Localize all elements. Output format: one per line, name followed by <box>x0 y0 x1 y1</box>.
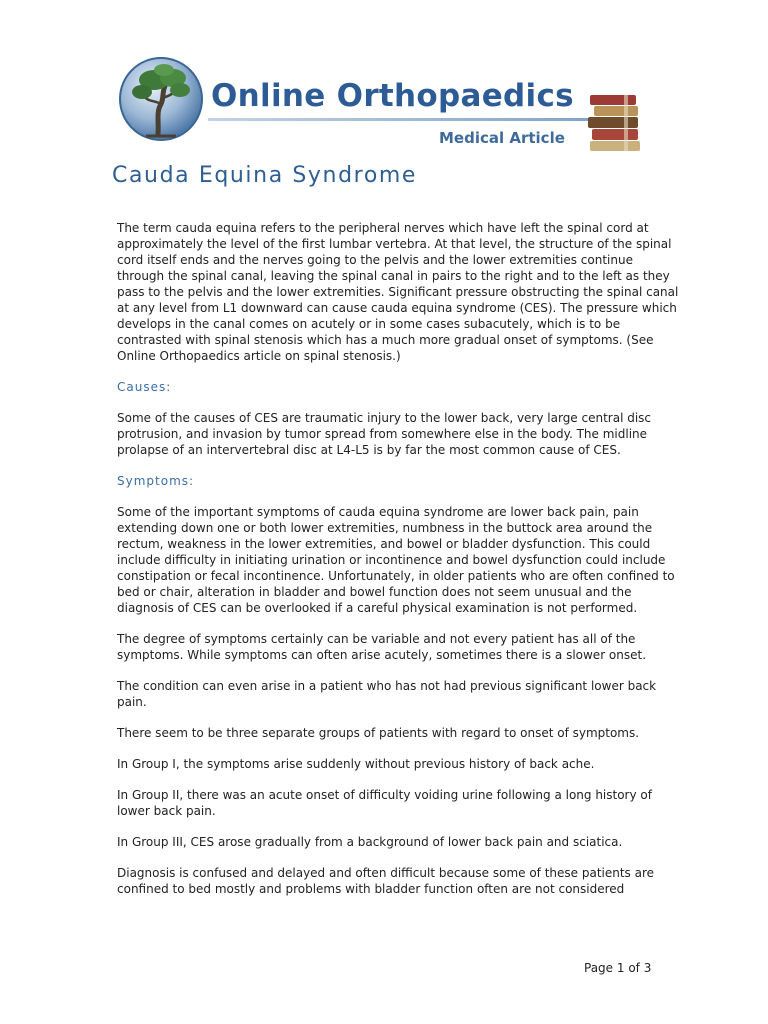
symptoms-heading: Symptoms: <box>117 474 195 488</box>
site-subtitle: Medical Article <box>439 129 565 147</box>
tree-logo-icon <box>118 56 204 142</box>
group-1-paragraph: In Group I, the symptoms arise suddenly without previous history of back ache. <box>117 757 595 771</box>
site-title: Online Orthopaedics <box>211 78 574 114</box>
causes-paragraph: Some of the causes of CES are traumatic injury to the lower back, very large central disc protrusion, and invasion by tumor spread from somewhere else in the body. The midline prolapse of an intervertebral disc at L4-L5 is by far the most common cause of CES. <box>117 411 652 457</box>
page-number: Page 1 of 3 <box>584 961 652 975</box>
group-2-paragraph: In Group II, there was an acute onset of difficulty voiding urine following a long history of lower back pain. <box>117 788 652 818</box>
symptoms-paragraph-2: The degree of symptoms certainly can be variable and not every patient has all of the symptoms. While symptoms can often arise acutely, sometimes there is a slower onset. <box>117 632 647 662</box>
stacked-books-icon <box>584 85 646 153</box>
header-divider <box>208 118 618 121</box>
site-header <box>118 56 648 156</box>
group-3-paragraph: In Group III, CES arose gradually from a background of lower back pain and sciatica. <box>117 835 623 849</box>
causes-heading: Causes: <box>117 380 172 394</box>
intro-paragraph: The term cauda equina refers to the peripheral nerves which have left the spinal cord at approximately the level of the first lumbar vertebra. At that level, the structure of the spinal cord itself ends and the nerves going to the pelvis and the lower extremities continue through the spinal canal, leaving the spinal canal in pairs to the right and to the left as they pass to the pelvis and the lower extremities. Significant pressure obstructing the spinal canal at any level from L1 downward can cause cauda equina syndrome (CES). The pressure which develops in the canal comes on acutely or in some cases subacutely, which is to be contrasted with spinal stenosis which has a much more gradual onset of symptoms. (See Online Orthopaedics article on spinal stenosis.) <box>117 221 679 363</box>
symptoms-paragraph-1: Some of the important symptoms of cauda equina syndrome are lower back pain, pain extending down one or both lower extremities, numbness in the buttock area around the rectum, weakness in the lower extremities, and bowel or bladder dysfunction. This could include difficulty in initiating urination or incontinence and bowel dysfunction could include constipation or fecal incontinence. Unfortunately, in older patients who are often confined to bed or chair, alteration in bladder and bowel function does not seem unusual and the diagnosis of CES can be overlooked if a careful physical examination is not performed. <box>117 505 675 615</box>
symptoms-paragraph-3: The condition can even arise in a patient who has not had previous significant lower back pain. <box>117 679 657 709</box>
article-title: Cauda Equina Syndrome <box>112 163 418 188</box>
article-body <box>117 220 679 912</box>
symptoms-paragraph-4: There seem to be three separate groups of patients with regard to onset of symptoms. <box>117 726 640 740</box>
diagnosis-paragraph: Diagnosis is confused and delayed and often difficult because some of these patients are confined to bed mostly and problems with bladder function often are not considered <box>117 866 655 896</box>
